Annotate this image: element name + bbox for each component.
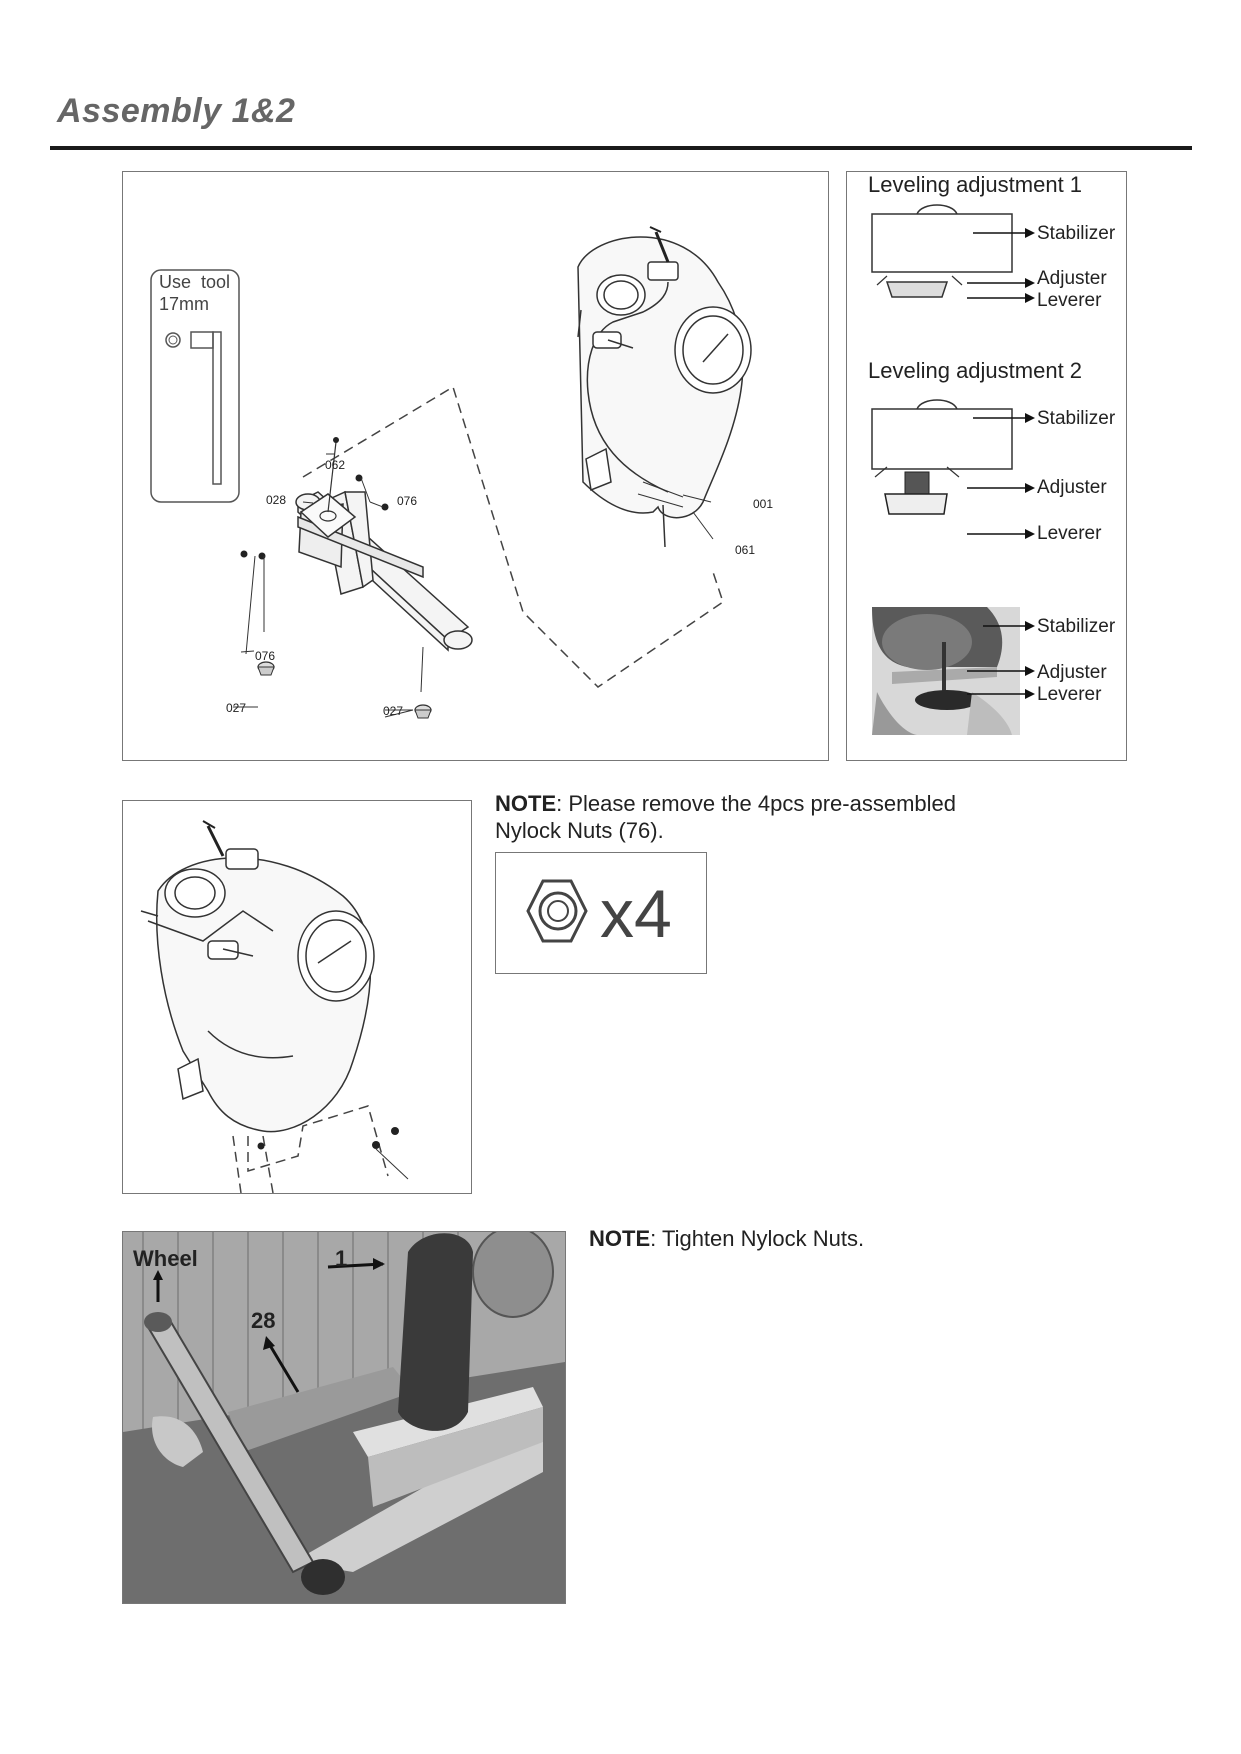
part-label-076-top: 076 (397, 494, 418, 508)
body-unit-diagram (122, 800, 472, 1194)
part-label-076-left: 076 (255, 649, 276, 663)
main-assembly-diagram (122, 171, 829, 761)
part-label-061: 061 (735, 543, 756, 557)
leveling-1-title: Leveling adjustment 1 (868, 172, 1083, 197)
leveling-2-title: Leveling adjustment 2 (868, 358, 1083, 383)
assembly-photo (122, 1231, 566, 1604)
leveling-2-leverer: Leverer (1037, 523, 1102, 544)
assembly-photo-image (123, 1232, 565, 1603)
part-label-001: 001 (753, 497, 774, 511)
note-remove-nuts-line1: : Please remove the 4pcs pre-assembled (556, 791, 956, 816)
photo-label-1: 1 (335, 1246, 348, 1271)
tool-requirement-line1: Use tool (159, 272, 231, 292)
page-title: Assembly 1&2 (57, 92, 296, 130)
part-label-028: 028 (266, 493, 287, 507)
part-label-062: 062 (325, 458, 346, 472)
note-remove-nuts-label: NOTE (495, 791, 557, 816)
leveling-2-stabilizer: Stabilizer (1037, 408, 1116, 429)
leveling-1-adjuster: Adjuster (1037, 268, 1107, 289)
leveling-3-adjuster: Adjuster (1037, 662, 1107, 683)
note-tighten-nuts-label: NOTE (589, 1226, 651, 1251)
leveling-1-leverer: Leverer (1037, 290, 1102, 311)
part-label-027-right: 027 (383, 704, 404, 718)
title-divider (50, 146, 1192, 150)
part-label-027-left: 027 (226, 701, 247, 715)
leveling-2-adjuster: Adjuster (1037, 477, 1107, 498)
note-tighten-nuts (589, 1225, 1089, 1252)
note-remove-nuts (495, 790, 1055, 844)
photo-label-28: 28 (251, 1308, 276, 1333)
note-tighten-nuts-text: : Tighten Nylock Nuts. (650, 1226, 865, 1251)
leveling-3-leverer: Leverer (1037, 684, 1102, 705)
tool-requirement-line2: 17mm (159, 294, 210, 314)
note-remove-nuts-line2: Nylock Nuts (76). (495, 818, 664, 843)
leveling-adjustment-panel (846, 171, 1127, 761)
leveling-1-stabilizer: Stabilizer (1037, 223, 1116, 244)
photo-label-wheel: Wheel (133, 1246, 198, 1271)
nylock-nut-illustration (495, 852, 707, 974)
nut-count: x4 (600, 876, 672, 952)
body-unit-drawing (123, 801, 471, 1193)
assembly-drawing (123, 172, 828, 760)
leveling-3-stabilizer: Stabilizer (1037, 616, 1116, 637)
